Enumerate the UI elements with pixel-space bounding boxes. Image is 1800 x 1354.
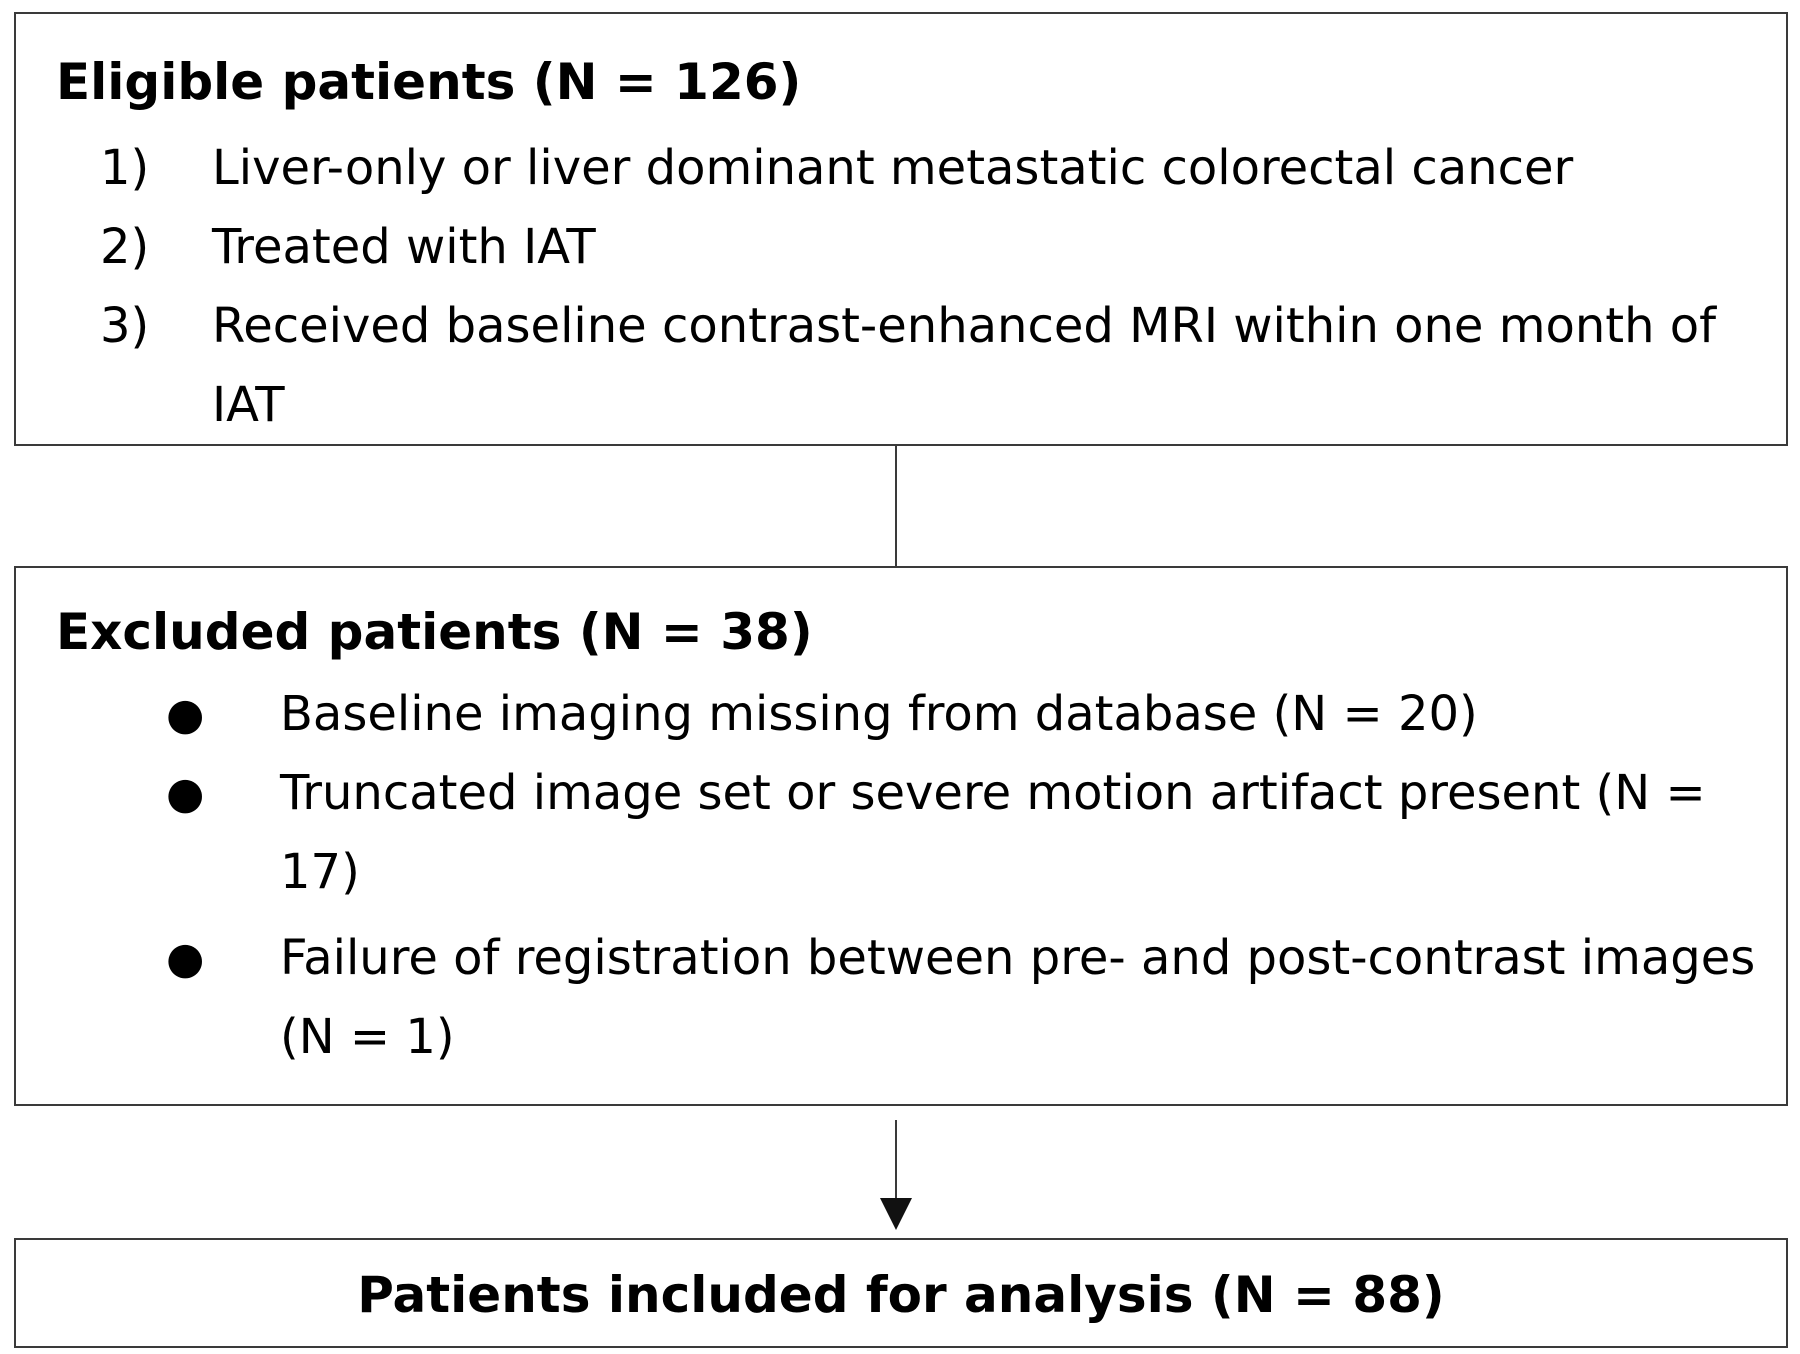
criterion-number: 1) xyxy=(100,140,150,196)
excluded-patients-title: Excluded patients (N = 38) xyxy=(56,603,813,661)
bullet-icon: ● xyxy=(166,768,205,819)
eligible-patients-box xyxy=(14,12,1788,446)
bullet-icon: ● xyxy=(166,933,205,984)
connector-line xyxy=(895,446,897,566)
criterion-number: 2) xyxy=(100,219,150,275)
arrow-down-icon xyxy=(880,1198,912,1230)
criterion-text: Treated with IAT xyxy=(212,219,596,275)
bullet-icon: ● xyxy=(166,689,205,740)
criterion-text: Received baseline contrast-enhanced MRI within one month of IAT xyxy=(212,298,1717,433)
included-patients-box xyxy=(14,1238,1788,1348)
exclusion-reason-text: Truncated image set or severe motion artifact present (N = 17) xyxy=(280,765,1706,900)
exclusion-reason-text: Baseline imaging missing from database (N = 20) xyxy=(280,686,1478,742)
criterion-text: Liver-only or liver dominant metastatic colorectal cancer xyxy=(212,140,1574,196)
included-patients-title: Patients included for analysis (N = 88) xyxy=(357,1266,1445,1324)
arrow-line xyxy=(895,1120,897,1200)
eligible-patients-title: Eligible patients (N = 126) xyxy=(56,53,802,111)
exclusion-reason-text: Failure of registration between pre- and post-contrast images (N = 1) xyxy=(280,930,1756,1065)
excluded-patients-box xyxy=(14,566,1788,1106)
criterion-number: 3) xyxy=(100,298,150,354)
